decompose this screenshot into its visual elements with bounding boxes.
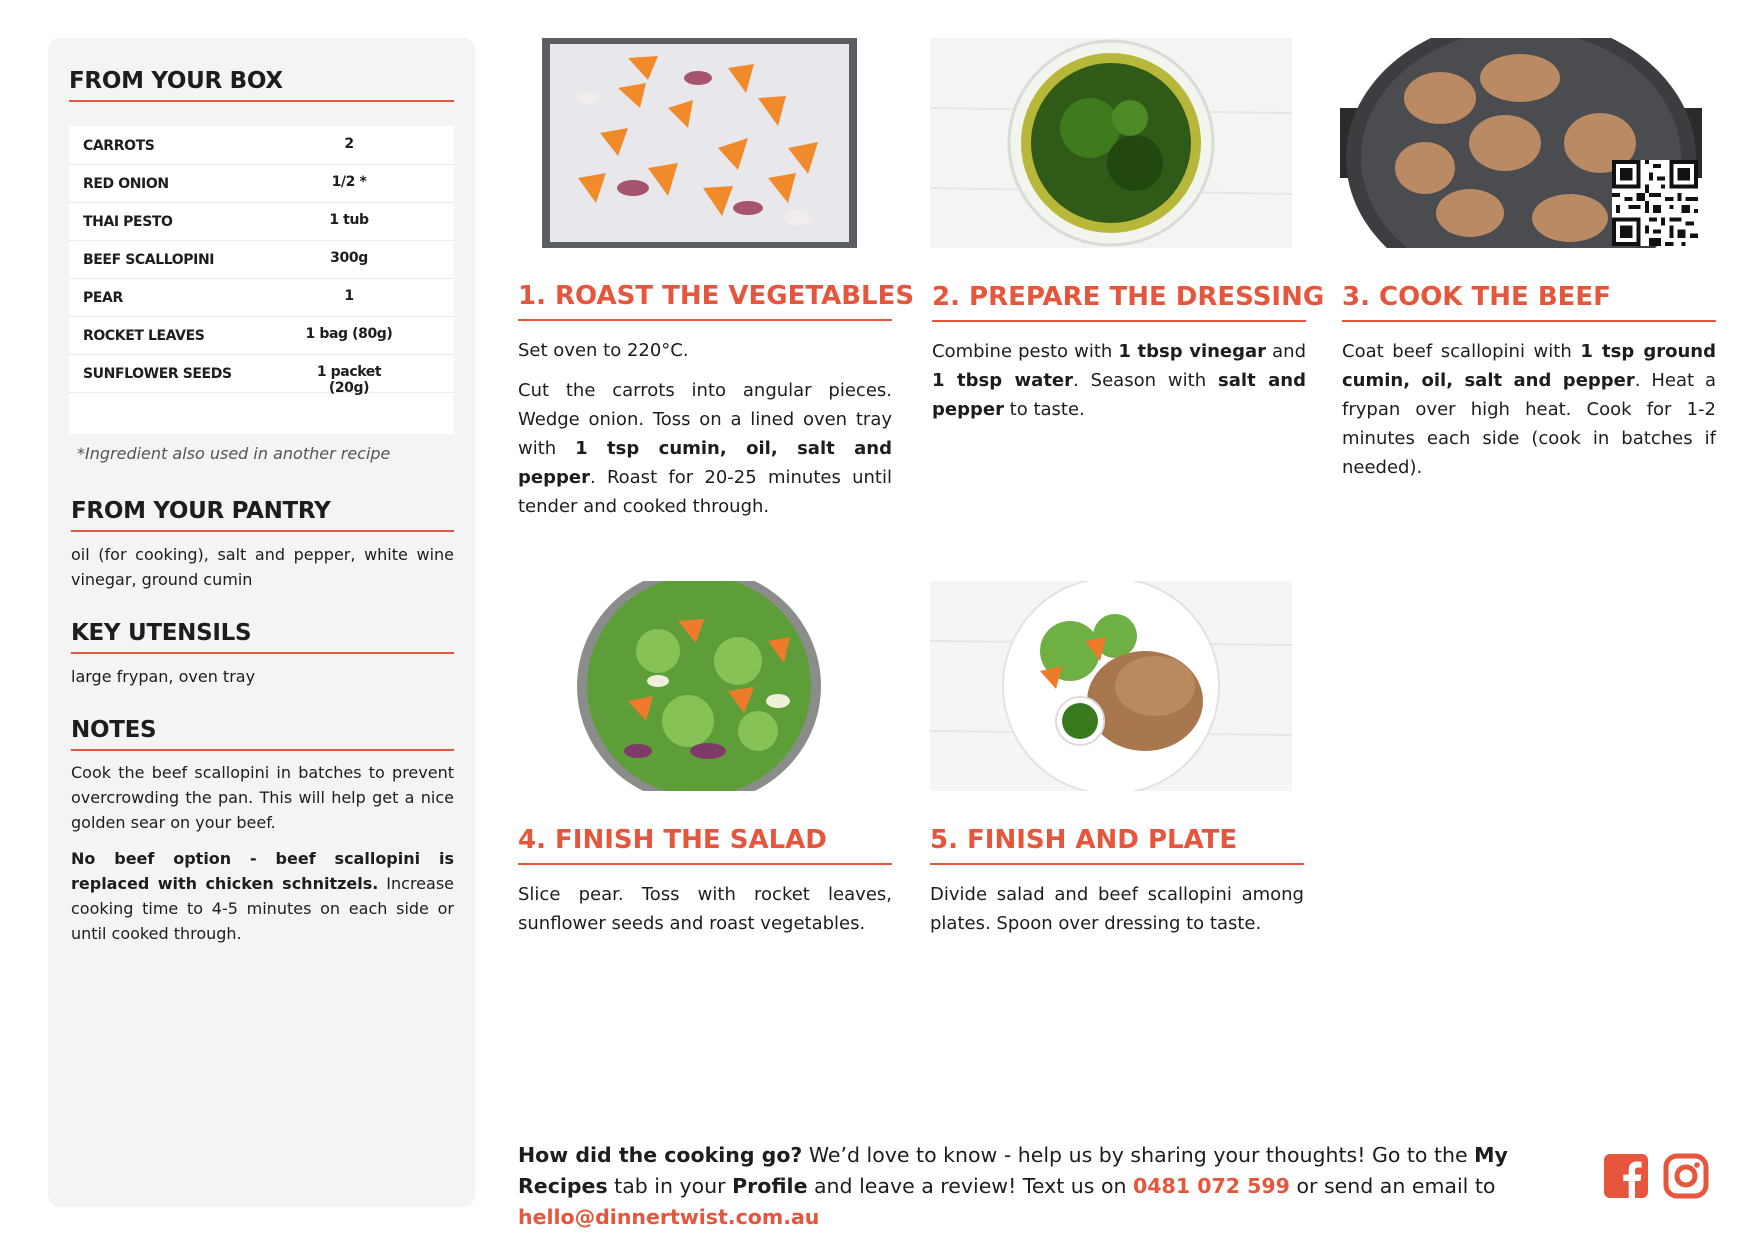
table-row bbox=[69, 202, 454, 241]
ingredient-name: RED ONION bbox=[83, 176, 169, 192]
step-3-paragraph bbox=[1342, 337, 1716, 482]
ingredient-qty: 1/2 * bbox=[331, 174, 367, 190]
ingredient-name: PEAR bbox=[83, 290, 123, 306]
notes-alternative bbox=[71, 846, 454, 946]
step-1-line-1: Set oven to 220°C. bbox=[518, 340, 689, 361]
table-row bbox=[69, 126, 454, 165]
step-4-text bbox=[518, 880, 892, 949]
table-row bbox=[69, 278, 454, 317]
notes-alternative-text: Increase cooking time to 4-5 minutes on each side or until cooked through. bbox=[71, 874, 455, 943]
step-5-title: 5. FINISH AND PLATE bbox=[930, 825, 1304, 865]
feedback-text-3: and leave a review! Text us on bbox=[807, 1174, 1134, 1198]
step-1-text bbox=[518, 336, 892, 532]
step-3-text-b: 1 tsp ground cumin, oil, salt and pepper bbox=[1342, 341, 1717, 391]
notes-text: Cook the beef scallopini in batches to prevent overcrowding the pan. This will help get a nice golden sear on your beef. bbox=[71, 763, 454, 832]
pantry-text: oil (for cooking), salt and pepper, white wine vinegar, ground cumin bbox=[71, 545, 454, 589]
table-row bbox=[69, 164, 454, 203]
step-3-text-a: Coat beef scallopini with bbox=[1342, 341, 1581, 362]
step-3-text bbox=[1342, 337, 1716, 493]
step-2-text-b: 1 tbsp vinegar bbox=[1118, 341, 1267, 362]
ingredients-table bbox=[69, 126, 454, 434]
step-2-text-a: Combine pesto with bbox=[932, 341, 1119, 362]
feedback-question: How did the cooking go? bbox=[518, 1143, 803, 1167]
pantry-heading: FROM YOUR PANTRY bbox=[71, 498, 454, 532]
step-2-text-g: to taste. bbox=[1003, 399, 1085, 420]
feedback-text-2: tab in your bbox=[607, 1174, 733, 1198]
step-2-paragraph bbox=[932, 337, 1306, 424]
ingredient-qty: 1 tub bbox=[329, 212, 369, 228]
step-3-title: 3. COOK THE BEEF bbox=[1342, 282, 1716, 322]
step-5-text bbox=[930, 880, 1304, 949]
email-link[interactable]: hello@dinnertwist.com.au bbox=[518, 1205, 820, 1229]
dressing-photo bbox=[930, 38, 1292, 248]
utensils-heading: KEY UTENSILS bbox=[71, 620, 454, 654]
ingredient-qty: 2 bbox=[344, 136, 354, 152]
step-2-text bbox=[932, 337, 1306, 435]
step-4-paragraph: Slice pear. Toss with rocket leaves, sunflower seeds and roast vegetables. bbox=[518, 884, 892, 934]
step-2-text-d: 1 tbsp water bbox=[932, 370, 1074, 391]
ingredient-name: THAI PESTO bbox=[83, 214, 173, 230]
step-5-paragraph: Divide salad and beef scallopini among plates. Spoon over dressing to taste. bbox=[930, 884, 1304, 934]
step-3-text-c: . Heat a frypan over high heat. Cook for 1-2 minutes each side (cook in batches if needed). bbox=[1342, 370, 1716, 478]
ingredient-name: SUNFLOWER SEEDS bbox=[83, 366, 232, 382]
step-4-title: 4. FINISH THE SALAD bbox=[518, 825, 892, 865]
instagram-icon[interactable] bbox=[1662, 1152, 1710, 1200]
ingredient-qty: 1 packet (20g) bbox=[316, 364, 382, 396]
ingredient-name: BEEF SCALLOPINI bbox=[83, 252, 215, 268]
profile-label: Profile bbox=[732, 1174, 808, 1198]
step-1-text-bold: 1 tsp cumin, oil, salt and pepper bbox=[518, 438, 892, 488]
step-1-text-a: Cut the carrots into angular pieces. Wedge onion. Toss on a lined oven tray with bbox=[518, 380, 892, 459]
my-recipes-label: My Recipes bbox=[518, 1143, 1508, 1198]
roast-vegetables-photo bbox=[518, 38, 880, 248]
utensils-text: large frypan, oven tray bbox=[71, 667, 256, 686]
facebook-icon[interactable] bbox=[1602, 1152, 1650, 1200]
table-row bbox=[69, 316, 454, 355]
step-2-text-c: and bbox=[1266, 341, 1306, 362]
ingredient-qty: 1 bbox=[344, 288, 354, 304]
from-your-box-heading: FROM YOUR BOX bbox=[69, 68, 454, 102]
step-1-text-c: . Roast for 20-25 minutes until tender and cooked through. bbox=[518, 467, 892, 517]
feedback-text bbox=[518, 1140, 1588, 1233]
ingredient-name: ROCKET LEAVES bbox=[83, 328, 205, 344]
salad-photo bbox=[518, 581, 880, 791]
feedback-text-4: or send an email to bbox=[1289, 1174, 1496, 1198]
phone-link[interactable]: 0481 072 599 bbox=[1133, 1174, 1290, 1198]
qr-code[interactable] bbox=[1612, 160, 1698, 246]
notes-alternative-bold: No beef option - beef scallopini is replaced with chicken schnitzels. bbox=[71, 849, 454, 893]
step-2-text-f: salt and pepper bbox=[932, 370, 1306, 420]
ingredients-sidebar bbox=[48, 38, 475, 1207]
table-row bbox=[69, 240, 454, 279]
table-row bbox=[69, 354, 454, 396]
ingredient-name: CARROTS bbox=[83, 138, 155, 154]
step-2-title: 2. PREPARE THE DRESSING bbox=[932, 282, 1306, 322]
notes-heading: NOTES bbox=[71, 717, 454, 751]
plated-dish-photo bbox=[930, 581, 1292, 791]
ingredient-footnote: *Ingredient also used in another recipe bbox=[77, 444, 391, 463]
step-1-line-2 bbox=[518, 376, 892, 521]
feedback-text-1: We’d love to know - help us by sharing your thoughts! Go to the bbox=[802, 1143, 1475, 1167]
ingredient-qty: 1 bag (80g) bbox=[305, 326, 393, 342]
ingredient-qty: 300g bbox=[330, 250, 368, 266]
step-1-title: 1. ROAST THE VEGETABLES bbox=[518, 281, 892, 321]
step-2-text-e: . Season with bbox=[1073, 370, 1219, 391]
